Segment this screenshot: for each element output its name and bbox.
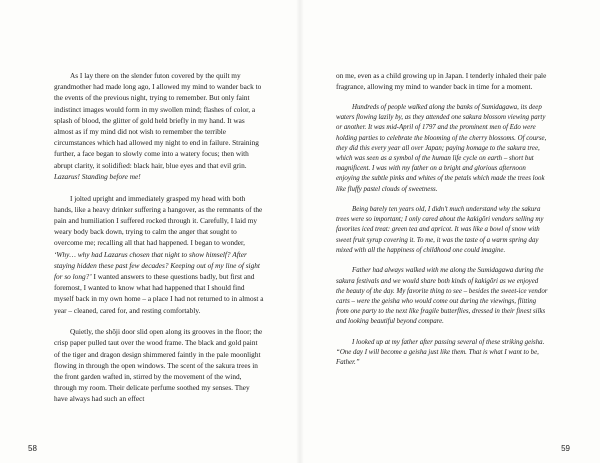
paragraph: As I lay there on the slender futon covered by the quilt my grandmother had made long ago, I allowed my mind to wander back to the events of the previous night, trying to remember. But only faint indistinct images would form in my swollen mind; flashes of color, a splash of blood, the glitter of gold held briefly in my hand. It was almost as if my mind did not wish to remember the terrible circumstances which had allowed my night to end in failure. Straining further, a face began to slowly come into a watery focus; then with abrupt clarity, it solidified: black hair, blue eyes and that evil grin. Lazarus! Standing before me!: [54, 71, 262, 181]
paragraph: I jolted upright and immediately grasped my head with both hands, like a heavy drinker suffering a hangover, as the remnants of the pain and humiliation I suffered rocked through it. Carefully, I laid my weary body back down, trying to calm the anger that sought to overcome me; recalling all that had happened. I began to wonder, ‘Why… why had Lazarus chosen that night to show himself? After staying hidden these past few decades? Keeping out of my line of sight for so long?’ I wanted answers to these questions badly, but first and foremost, I wanted to know what had happened that I should find myself back in my own home – a place I had not returned to in almost a year – cleaned, cared for, and resting comfortably.: [54, 193, 264, 315]
right-page: [300, 0, 600, 463]
paragraph: Being barely ten years old, I didn’t much understand why the sakura trees were so important; I only cared about the kakigōri vendors selling my favorites iced treat: green tea and apricot. It was like a bowl of snow with sweet fruit syrup covering it. To me, it was the taste of a warm spring day mixed with all the happiness of childhood one could imagine.: [336, 206, 544, 254]
page-number-left: 58: [28, 444, 37, 453]
italic-phrase: Lazarus! Standing before me!: [54, 171, 141, 181]
right-page-text: [336, 70, 548, 379]
flashback-passage: [336, 103, 548, 369]
paragraph: I looked up at my father after passing several of these striking geisha. “One day I will become a geisha just like them. That is what I want to be, Father.”: [336, 338, 545, 367]
italic-phrase: ‘Why… why had Lazarus chosen that night to show himself? After staying hidden these past few decades? Keeping out of my line of sight for so long?’: [54, 249, 260, 281]
paragraph: on me, even as a child growing up in Japan. I tenderly inhaled their pale fragrance, allowing my mind to wander back in time for a moment.: [336, 71, 547, 92]
page-number-right: 59: [561, 444, 570, 453]
left-page-text: [54, 70, 264, 415]
paragraph: Quietly, the shōji door slid open along its grooves in the floor; the crisp paper pulled taut over the wood frame. The black and gold paint of the tiger and dragon design shimmered faintly in the pale moonlight flowing in through the open windows. The scent of the sakura trees in the front garden wafted in, stirred by the movement of the wind, through my room. Their delicate perfume soothed my senses. They have always had such an effect: [54, 327, 263, 404]
paragraph: Father had always walked with me along the Sumidagawa during the sakura festivals and we would share both kinds of kakigōri as we enjoyed the beauty of the day. My favorite thing to see – besides the sweet-ice vendor carts – were the geisha who would come out during the viewings, flitting from one party to the next like fragile butterflies, dressed in their finest silks and looking beautiful beyond compare.: [336, 267, 548, 326]
paragraph: Hundreds of people walked along the banks of Sumidagawa, its deep waters flowing lazily by, as they attended one sakura blossom viewing party or another. It was mid-April of 1797 and the prominent men of Edo were holding parties to celebrate the blooming of the cherry blossoms. Of course, they did this every year all over Japan; paying homage to the sakura tree, which was seen as a symbol of the human life cycle on earth – short but magnificent. I was with my father on a bright and glorious afternoon enjoying the subtle pinks and whites of the petals which made the trees look like fluffy pastel clouds of sweetness.: [336, 103, 547, 193]
